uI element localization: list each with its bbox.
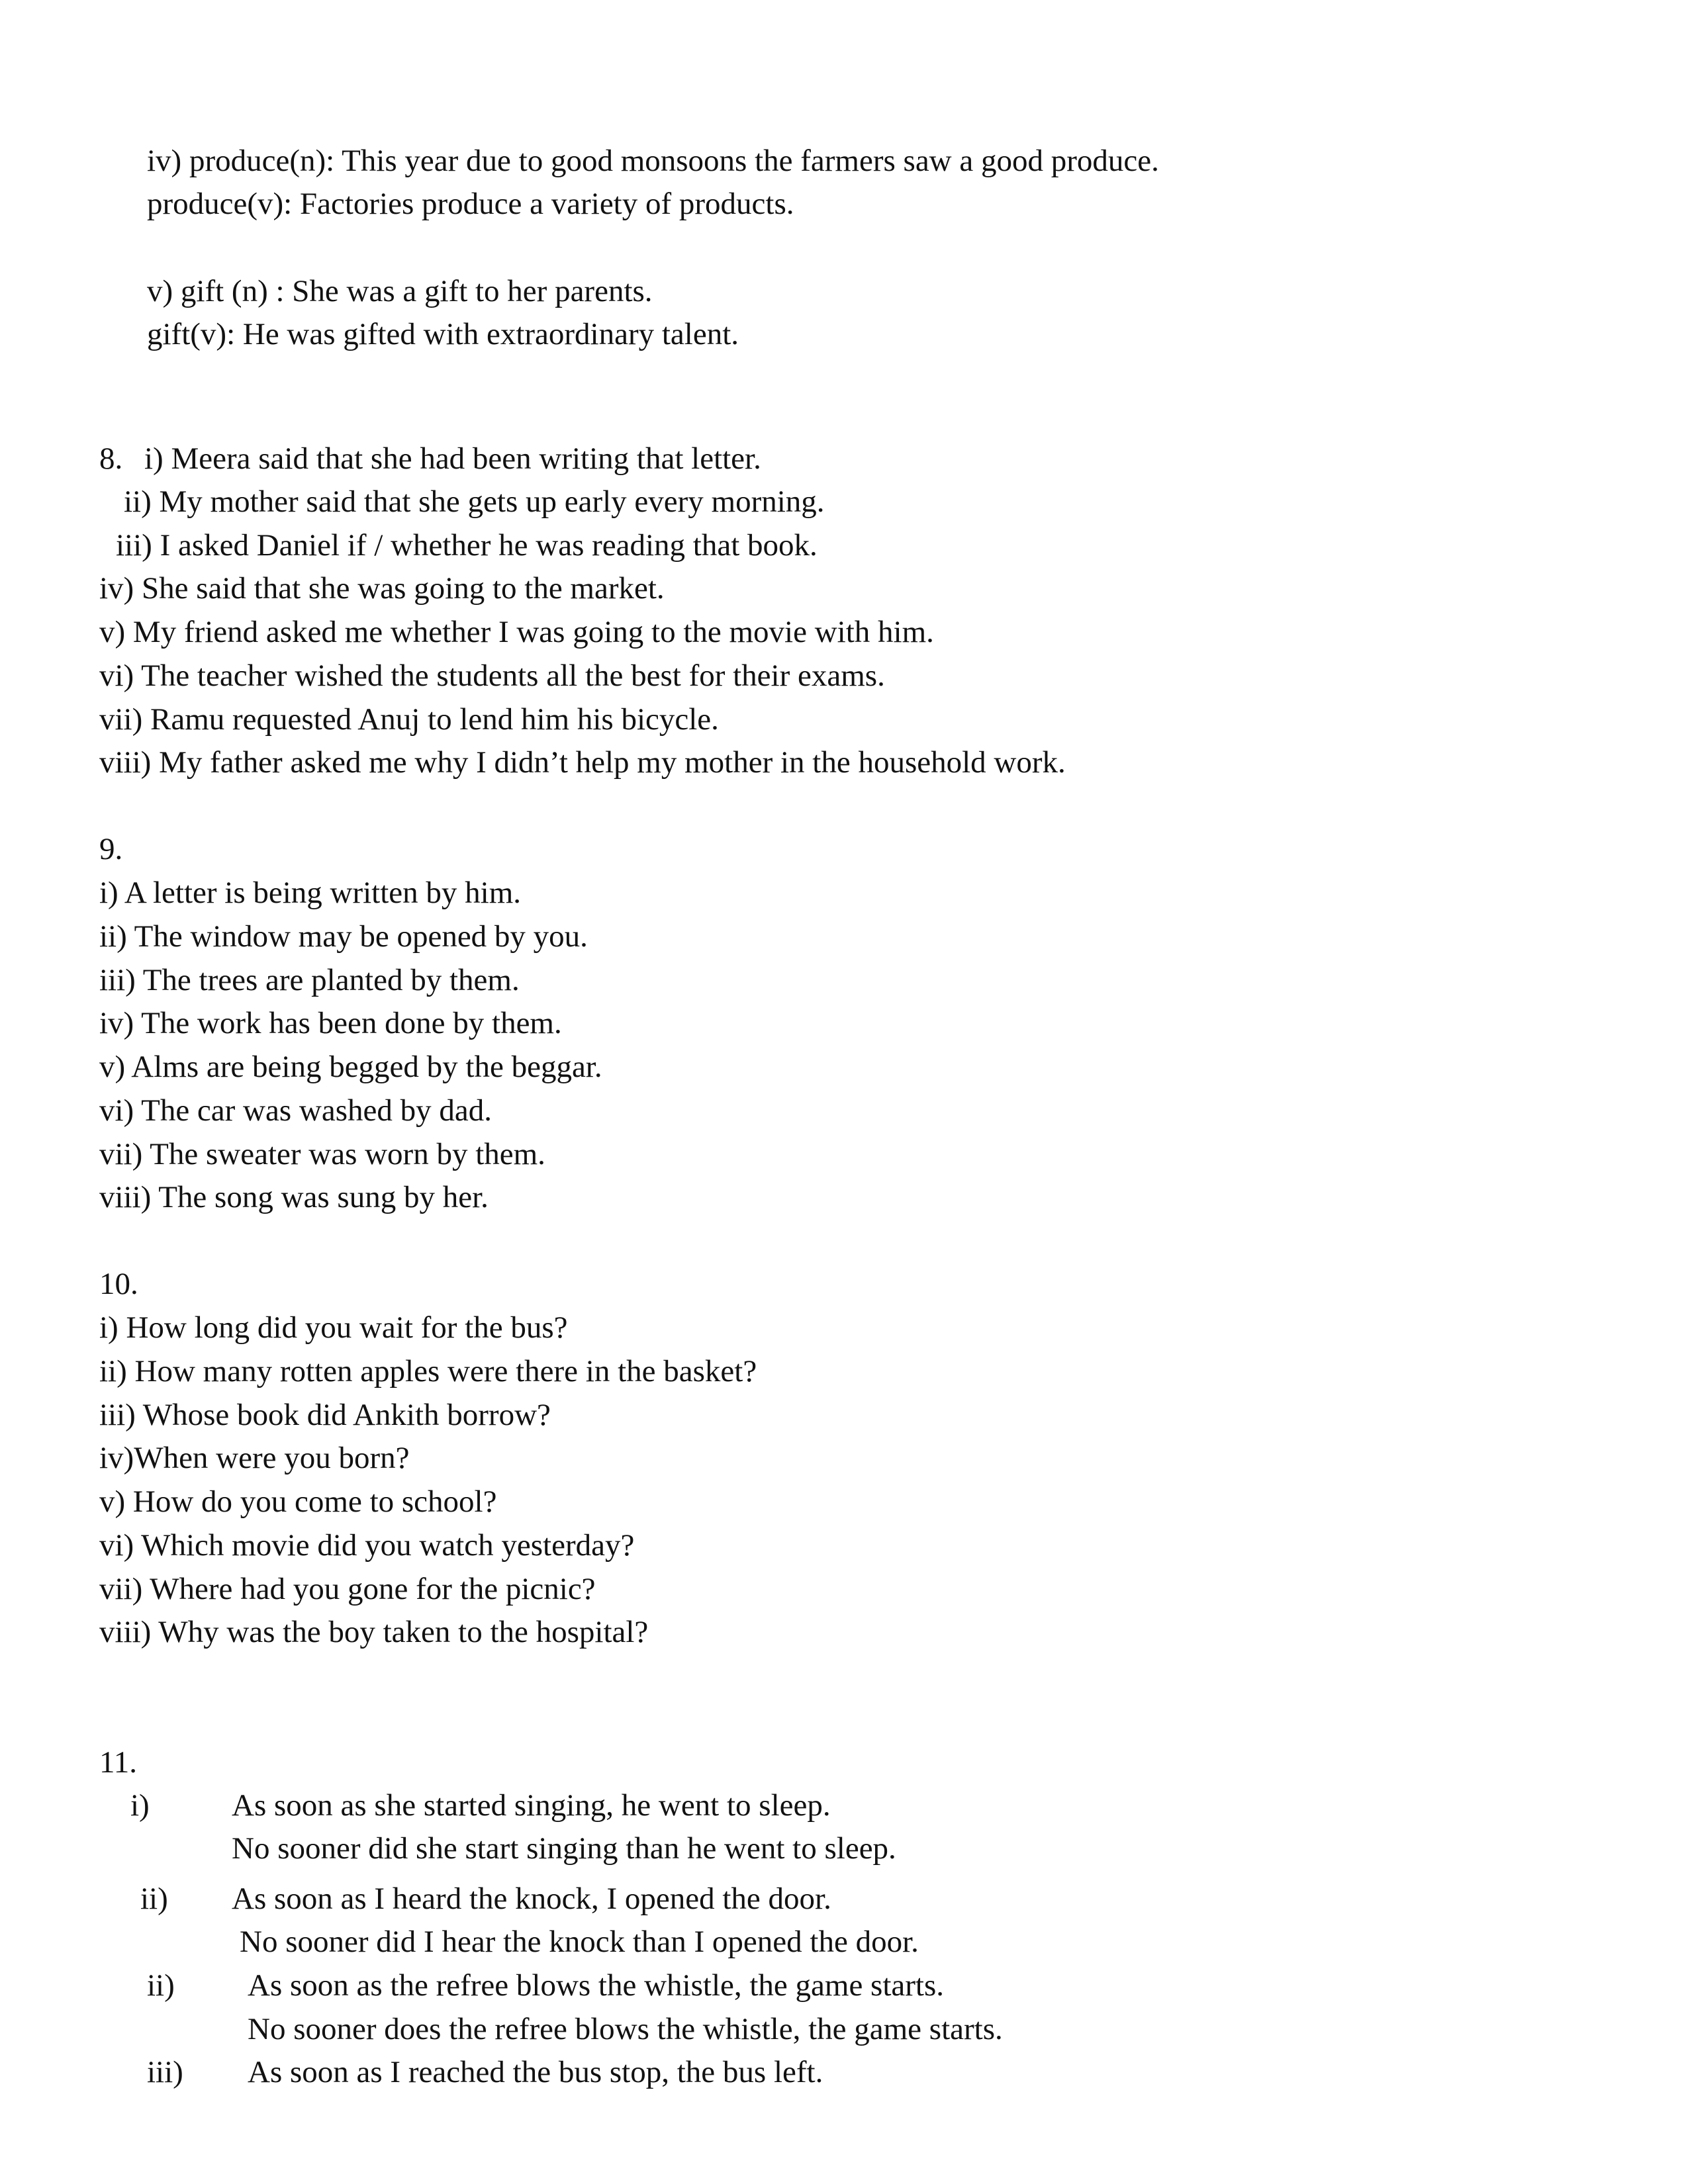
question-number: 8. xyxy=(99,441,123,476)
answer-line: iii) The trees are planted by them. xyxy=(99,963,520,997)
item-label: ii) xyxy=(140,1882,168,1916)
answer-line: iv) produce(n): This year due to good monsoons the farmers saw a good produce. xyxy=(147,144,1159,178)
answer-line: i) Meera said that she had been writing that letter. xyxy=(144,441,761,476)
answer-line: ii) My mother said that she gets up early every morning. xyxy=(124,484,825,519)
answer-line: vi) Which movie did you watch yesterday? xyxy=(99,1528,635,1563)
answer-line: v) Alms are being begged by the beggar. xyxy=(99,1050,602,1084)
answer-line: No sooner does the refree blows the whistle, the game starts. xyxy=(248,2012,1003,2046)
item-label: iii) xyxy=(147,2055,183,2089)
answer-line: v) My friend asked me whether I was going to the movie with him. xyxy=(99,615,934,649)
answer-line: i) How long did you wait for the bus? xyxy=(99,1310,568,1345)
answer-line: As soon as I heard the knock, I opened the door. xyxy=(232,1882,831,1916)
question-number: 10. xyxy=(99,1267,138,1301)
answer-line: As soon as the refree blows the whistle, the game starts. xyxy=(248,1968,945,2003)
answer-line: viii) Why was the boy taken to the hospital? xyxy=(99,1615,649,1649)
answer-line: As soon as she started singing, he went to sleep. xyxy=(232,1788,831,1823)
answer-line: v) gift (n) : She was a gift to her parents. xyxy=(147,274,653,308)
answer-line: No sooner did she start singing than he went to sleep. xyxy=(232,1831,896,1866)
answer-line: iv) She said that she was going to the market. xyxy=(99,571,665,606)
answer-line: vii) Ramu requested Anuj to lend him his bicycle. xyxy=(99,702,719,737)
answer-line: vi) The teacher wished the students all the best for their exams. xyxy=(99,659,885,693)
answer-line: viii) The song was sung by her. xyxy=(99,1180,489,1214)
item-label: i) xyxy=(130,1788,150,1823)
answer-line: iii) Whose book did Ankith borrow? xyxy=(99,1398,551,1432)
answer-line: As soon as I reached the bus stop, the bus left. xyxy=(248,2055,823,2089)
answer-line: i) A letter is being written by him. xyxy=(99,876,522,910)
answer-line: ii) The window may be opened by you. xyxy=(99,919,588,954)
answer-line: viii) My father asked me why I didn’t help my mother in the household work. xyxy=(99,745,1066,780)
answer-line: vii) The sweater was worn by them. xyxy=(99,1137,545,1171)
item-label: ii) xyxy=(147,1968,175,2003)
answer-line: v) How do you come to school? xyxy=(99,1484,497,1519)
question-number: 9. xyxy=(99,832,123,866)
answer-line: vi) The car was washed by dad. xyxy=(99,1093,492,1128)
question-number: 11. xyxy=(99,1745,138,1780)
answer-line: ii) How many rotten apples were there in the basket? xyxy=(99,1354,757,1388)
answer-line: gift(v): He was gifted with extraordinary talent. xyxy=(147,317,739,351)
answer-line: No sooner did I hear the knock than I opened the door. xyxy=(240,1925,919,1959)
answer-line: iv)When were you born? xyxy=(99,1441,410,1475)
answer-line: produce(v): Factories produce a variety of products. xyxy=(147,187,794,221)
answer-line: iv) The work has been done by them. xyxy=(99,1006,562,1040)
answer-line: vii) Where had you gone for the picnic? xyxy=(99,1572,596,1606)
answer-line: iii) I asked Daniel if / whether he was reading that book. xyxy=(116,528,818,563)
